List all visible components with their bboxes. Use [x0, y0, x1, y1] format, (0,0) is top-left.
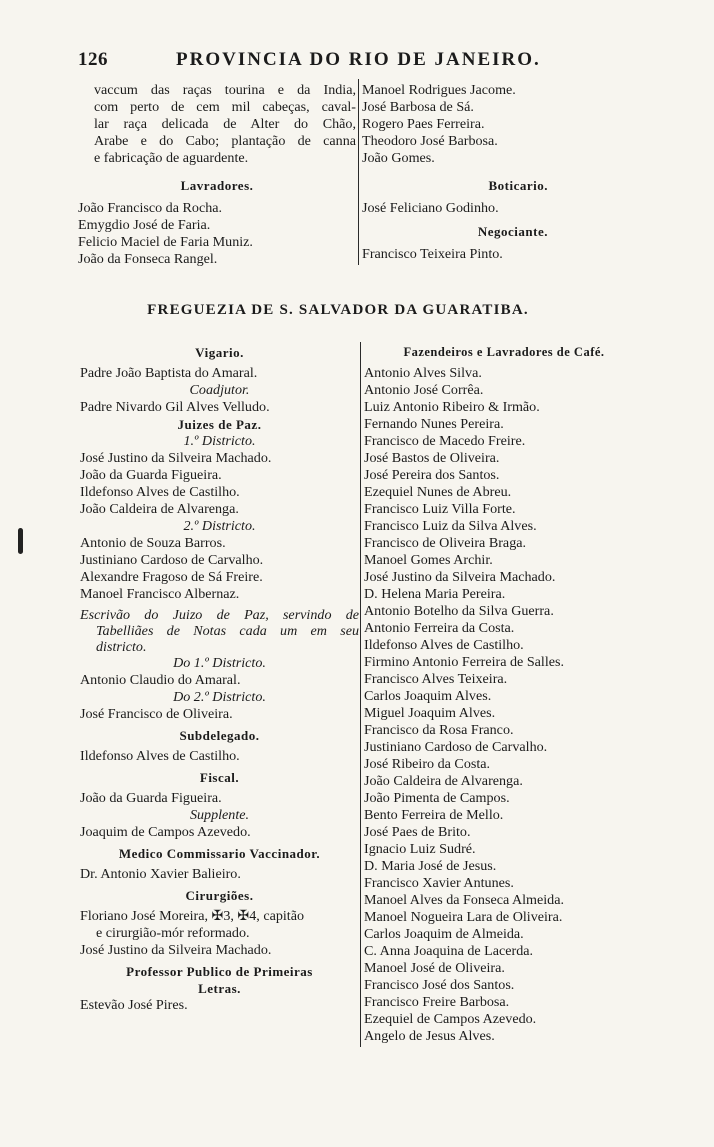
cirurgioes-heading: Cirurgiões. — [185, 888, 254, 903]
do1-entry: Antonio Claudio do Amaral. — [80, 672, 241, 688]
fazendeiro-entry: João Caldeira de Alvarenga. — [364, 773, 523, 789]
notary-line: districto. — [96, 639, 147, 655]
intro-line: com perto de cem mil cabeças, caval- — [94, 99, 356, 115]
fazendeiro-entry: Ezequiel de Campos Azevedo. — [364, 1011, 537, 1027]
fazendeiro-entry: Francisco José dos Santos. — [364, 977, 515, 993]
cirurgiao-entry: Floriano José Moreira, ✠3, ✠4, capitão — [80, 908, 305, 924]
notary-heading — [80, 607, 359, 655]
notary-line: Escrivão do Juizo de Paz, servindo de — [80, 607, 359, 623]
fazendeiros-column — [364, 344, 644, 1045]
negociante-heading: Negociante. — [477, 224, 548, 239]
coadjutor-label: Coadjutor. — [189, 382, 250, 398]
fazendeiro-entry: Ildefonso Alves de Castilho. — [364, 637, 524, 653]
fazendeiro-entry: Carlos Joaquim de Almeida. — [364, 926, 524, 942]
fazendeiro-entry: José Justino da Silveira Machado. — [364, 569, 556, 585]
intro-line: vaccum das raças tourina e da India, — [94, 82, 356, 98]
juiz-entry: Manoel Francisco Albernaz. — [80, 586, 240, 602]
fazendeiro-entry: Francisco Freire Barbosa. — [364, 994, 510, 1010]
professor-entry: Estevão José Pires. — [80, 997, 188, 1013]
subdelegado-heading: Subdelegado. — [179, 728, 260, 743]
juiz-entry: João Caldeira de Alvarenga. — [80, 501, 239, 517]
fazendeiro-entry: Francisco de Oliveira Braga. — [364, 535, 527, 551]
parish-title: FREGUEZIA DE S. SALVADOR DA GUARATIBA. — [147, 302, 529, 318]
juiz-entry: José Justino da Silveira Machado. — [80, 450, 272, 466]
juiz-entry: João da Guarda Figueira. — [80, 467, 222, 483]
fazendeiros-heading: Fazendeiros e Lavradores de Café. — [403, 345, 605, 359]
fazendeiro-entry: Francisco Alves Teixeira. — [364, 671, 508, 687]
fazendeiro-entry: Firmino Antonio Ferreira de Salles. — [364, 654, 565, 670]
medico-heading: Medico Commissario Vaccinador. — [118, 846, 321, 861]
negociante-entry: Francisco Teixeira Pinto. — [362, 246, 503, 262]
page-header — [78, 49, 558, 73]
juizes-heading: Juizes de Paz. — [177, 417, 262, 432]
lavradores-heading: Lavradores. — [180, 178, 254, 193]
notary-line: Tabelliães de Notas cada um em seu — [96, 623, 359, 639]
fazendeiro-entry: José Pereira dos Santos. — [364, 467, 500, 483]
top-left-column — [78, 82, 356, 268]
medico-entry: Dr. Antonio Xavier Balieiro. — [80, 866, 241, 882]
fazendeiro-entry: João Pimenta de Campos. — [364, 790, 510, 806]
fazendeiro-entry: Francisco Luiz Villa Forte. — [364, 501, 516, 517]
fazendeiro-entry: Bento Ferreira de Mello. — [364, 807, 504, 823]
fazendeiro-entry: Manoel Gomes Archir. — [364, 552, 493, 568]
column-divider — [360, 342, 361, 1047]
intro-line: lar raça delicada de Alter do Chão, — [94, 116, 356, 132]
fazendeiro-entry: D. Maria José de Jesus. — [364, 858, 497, 874]
lavrador-entry: Emygdio José de Faria. — [78, 217, 211, 233]
name-entry: Rogero Paes Ferreira. — [362, 116, 485, 132]
fazendeiro-entry: José Paes de Brito. — [364, 824, 471, 840]
fazendeiro-entry: Francisco da Rosa Franco. — [364, 722, 514, 738]
vigario-entry: Padre João Baptista do Amaral. — [80, 365, 258, 381]
juiz-entry: Alexandre Fragoso de Sá Freire. — [80, 569, 263, 585]
do2-label: Do 2.º Districto. — [173, 689, 266, 705]
fazendeiro-entry: Antonio Botelho da Silva Guerra. — [364, 603, 554, 619]
fiscal-heading: Fiscal. — [199, 770, 240, 785]
page-number: 126 — [78, 49, 108, 70]
name-entry: Theodoro José Barbosa. — [362, 133, 498, 149]
intro-line: e fabricação de aguardente. — [94, 150, 249, 166]
fazendeiro-entry: Manoel José de Oliveira. — [364, 960, 505, 976]
fazendeiro-entry: Miguel Joaquim Alves. — [364, 705, 496, 721]
fazendeiro-entry: C. Anna Joaquina de Lacerda. — [364, 943, 534, 959]
fazendeiro-entry: Carlos Joaquim Alves. — [364, 688, 492, 704]
fazendeiro-entry: Francisco de Macedo Freire. — [364, 433, 526, 449]
do1-label: Do 1.º Districto. — [173, 655, 266, 671]
juiz-entry: Antonio de Souza Barros. — [80, 535, 226, 551]
fazendeiro-entry: Angelo de Jesus Alves. — [364, 1028, 495, 1044]
cirurgiao-entry-cont: e cirurgião-mór reformado. — [96, 925, 250, 941]
district2-label: 2.º Districto. — [183, 518, 256, 534]
professor-heading-cont: Letras. — [198, 981, 241, 996]
intro-line: Arabe e do Cabo; plantação de canna — [94, 133, 356, 149]
supplente-label: Supplente. — [189, 807, 250, 823]
name-entry: João Gomes. — [362, 150, 435, 166]
fazendeiro-entry: Manoel Nogueira Lara de Oliveira. — [364, 909, 563, 925]
fazendeiro-entry: Manoel Alves da Fonseca Almeida. — [364, 892, 565, 908]
fazendeiros-list — [364, 365, 644, 1045]
name-entry: José Barbosa de Sá. — [362, 99, 474, 115]
juiz-entry: Ildefonso Alves de Castilho. — [80, 484, 240, 500]
juiz-entry: Justiniano Cardoso de Carvalho. — [80, 552, 264, 568]
lavrador-entry: Felicio Maciel de Faria Muniz. — [78, 234, 253, 250]
fazendeiro-entry: Antonio Ferreira da Costa. — [364, 620, 515, 636]
cirurgiao-entry: José Justino da Silveira Machado. — [80, 942, 272, 958]
lavrador-entry: João da Fonseca Rangel. — [78, 251, 218, 267]
fazendeiro-entry: Luiz Antonio Ribeiro & Irmão. — [364, 399, 540, 415]
vigario-heading: Vigario. — [195, 345, 244, 360]
fazendeiro-entry: Justiniano Cardoso de Carvalho. — [364, 739, 548, 755]
officials-column — [80, 344, 359, 1014]
column-divider — [358, 79, 359, 265]
subdelegado-entry: Ildefonso Alves de Castilho. — [80, 748, 240, 764]
fazendeiro-entry: Francisco Luiz da Silva Alves. — [364, 518, 537, 534]
fazendeiro-entry: Antonio Alves Silva. — [364, 365, 482, 381]
fazendeiro-entry: Antonio José Corrêa. — [364, 382, 484, 398]
boticario-entry: José Feliciano Godinho. — [362, 200, 499, 216]
coadjutor-entry: Padre Nivardo Gil Alves Velludo. — [80, 399, 270, 415]
fazendeiro-entry: Francisco Xavier Antunes. — [364, 875, 514, 891]
do2-entry: José Francisco de Oliveira. — [80, 706, 233, 722]
margin-mark — [18, 528, 23, 554]
fazendeiro-entry: Ezequiel Nunes de Abreu. — [364, 484, 512, 500]
running-title: PROVINCIA DO RIO DE JANEIRO. — [176, 49, 541, 70]
district1-label: 1.º Districto. — [183, 433, 256, 449]
professor-heading: Professor Publico de Primeiras — [126, 964, 313, 979]
lavrador-entry: João Francisco da Rocha. — [78, 200, 223, 216]
fazendeiro-entry: José Ribeiro da Costa. — [364, 756, 491, 772]
boticario-heading: Boticario. — [488, 178, 548, 193]
supplente-entry: Joaquim de Campos Azevedo. — [80, 824, 251, 840]
fazendeiro-entry: D. Helena Maria Pereira. — [364, 586, 506, 602]
top-right-column — [362, 82, 548, 263]
fazendeiro-entry: José Bastos de Oliveira. — [364, 450, 500, 466]
fazendeiro-entry: Ignacio Luiz Sudré. — [364, 841, 476, 857]
fazendeiro-entry: Fernando Nunes Pereira. — [364, 416, 504, 432]
fiscal-entry: João da Guarda Figueira. — [80, 790, 222, 806]
name-entry: Manoel Rodrigues Jacome. — [362, 82, 516, 98]
